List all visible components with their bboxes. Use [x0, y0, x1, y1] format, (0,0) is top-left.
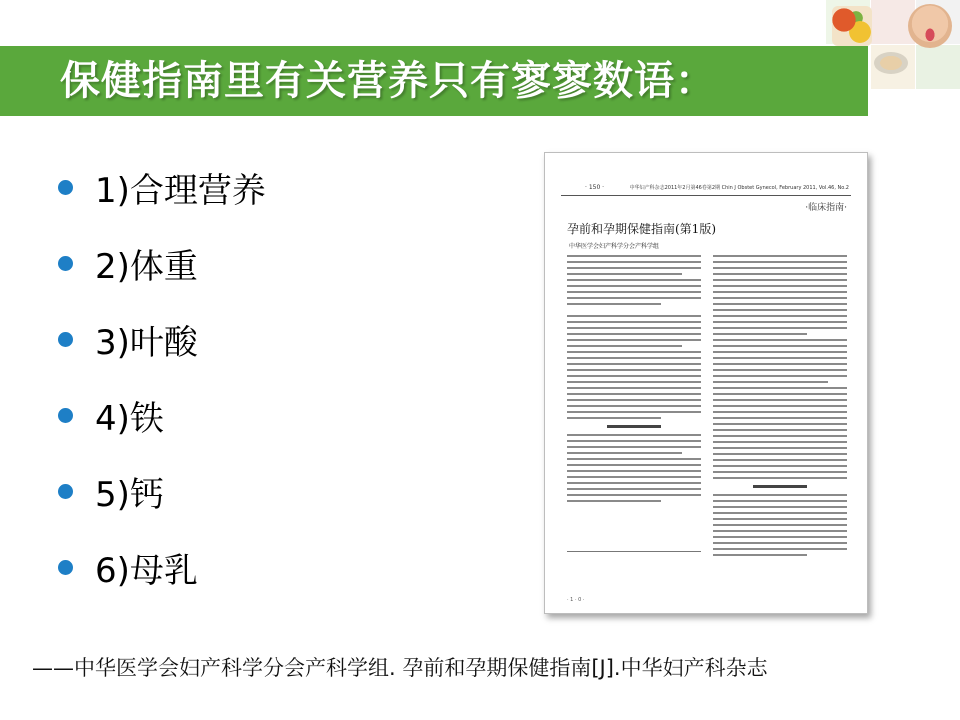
bullet-label: 2)体重: [95, 246, 198, 287]
bullet-label: 3)叶酸: [95, 322, 198, 363]
bullet-label: 4)铁: [95, 398, 164, 439]
list-item: [58, 392, 266, 438]
bullet-dot-icon: [58, 180, 73, 195]
face-photo-icon: [908, 4, 952, 48]
journal-text-column-left: [567, 255, 701, 506]
bullet-label: 5)钙: [95, 474, 164, 515]
journal-footnote-rule: [567, 551, 701, 552]
journal-section-label: ·临床指南·: [805, 203, 847, 213]
journal-article-title: 孕前和孕期保健指南(第1版): [567, 222, 716, 236]
bullet-label: 1)合理营养: [95, 170, 266, 211]
bullet-dot-icon: [58, 560, 73, 575]
plate-photo-icon: [874, 52, 908, 74]
list-item: [58, 544, 266, 590]
journal-page-image: [544, 152, 868, 614]
bullet-dot-icon: [58, 484, 73, 499]
list-item: [58, 164, 266, 210]
journal-footer-mark: · 1 · 0 ·: [567, 597, 585, 603]
bullet-label: 6)母乳: [95, 550, 198, 591]
journal-text-column-right: [713, 255, 847, 560]
journal-author-line: 中华医学会妇产科学分会产科学组: [569, 243, 660, 250]
bullet-dot-icon: [58, 256, 73, 271]
page-title: 保健指南里有关营养只有寥寥数语：: [60, 58, 716, 104]
food-photo-icon: [832, 6, 872, 46]
journal-page-number: · 150 ·: [585, 184, 605, 191]
bullet-dot-icon: [58, 332, 73, 347]
journal-header-rule: [561, 195, 851, 196]
citation: ——中华医学会妇产科学分会产科学组. 孕前和孕期保健指南[J].中华妇产科杂志: [32, 656, 768, 680]
journal-running-head: 中华妇产科杂志2011年2月第46卷第2期 Chin J Obstet Gynecol, February 2011, Vol.46, No.2: [629, 185, 849, 191]
bullet-list: [58, 164, 266, 620]
list-item: [58, 240, 266, 286]
grid-square: [916, 45, 960, 89]
bullet-dot-icon: [58, 408, 73, 423]
list-item: [58, 316, 266, 362]
list-item: [58, 468, 266, 514]
